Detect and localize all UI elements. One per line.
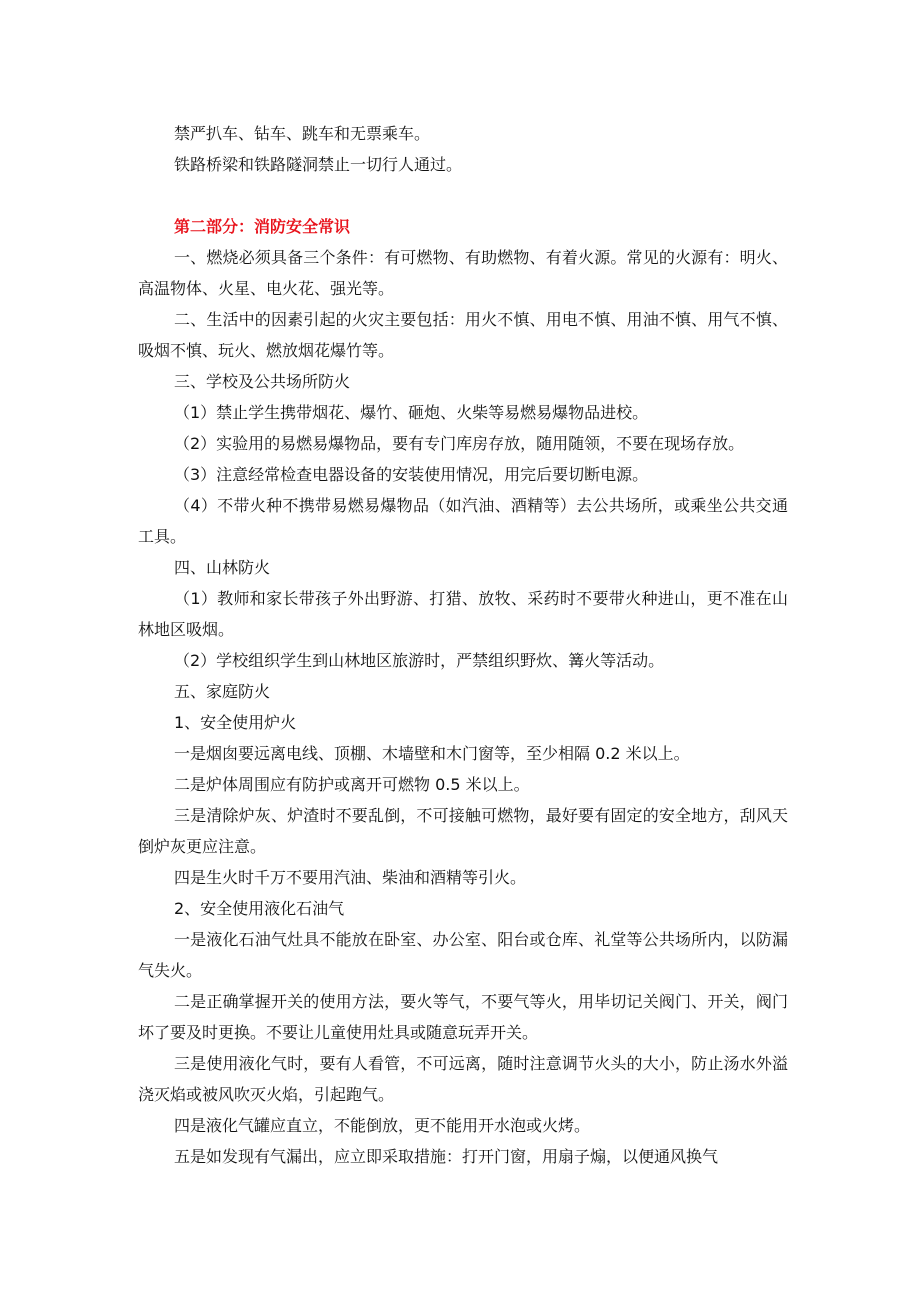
section-heading: 第二部分：消防安全常识 (174, 217, 351, 236)
paragraph: 二是炉体周围应有防护或离开可燃物 0.5 米以上。 (174, 775, 530, 794)
paragraph: 四、山林防火 (174, 558, 271, 577)
paragraph: 五是如发现有气漏出，应立即采取措施：打开门窗，用扇子煽，以便通风换气 (174, 1147, 719, 1166)
paragraph: 二是正确掌握开关的使用方法，要火等气，不要气等火，用毕切记关阀门、开关，阀门坏了要及时更换。不要让儿童使用灶具或随意玩弄开关。 (138, 992, 788, 1042)
document-body (138, 118, 788, 1172)
paragraph: 三、学校及公共场所防火 (174, 372, 351, 391)
paragraph: 四是生火时千万不要用汽油、柴油和酒精等引火。 (174, 868, 527, 887)
paragraph: （1）禁止学生携带烟花、爆竹、砸炮、火柴等易燃易爆物品进校。 (174, 403, 649, 422)
paragraph: 铁路桥梁和铁路隧洞禁止一切行人通过。 (174, 155, 463, 174)
paragraph: 三是使用液化气时，要有人看管，不可远离，随时注意调节火头的大小，防止汤水外溢浇灭焰或被风吹灭火焰，引起跑气。 (138, 1054, 788, 1104)
paragraph: 禁严扒车、钻车、跳车和无票乘车。 (174, 124, 431, 143)
paragraph: 一、燃烧必须具备三个条件：有可燃物、有助燃物、有着火源。常见的火源有：明火、高温物体、火星、电火花、强光等。 (138, 248, 788, 298)
paragraph: 1、安全使用炉火 (174, 713, 297, 732)
paragraph: （2）学校组织学生到山林地区旅游时，严禁组织野炊、篝火等活动。 (174, 651, 665, 670)
paragraph: 二、生活中的因素引起的火灾主要包括：用火不慎、用电不慎、用油不慎、用气不慎、吸烟不慎、玩火、燃放烟花爆竹等。 (138, 310, 788, 360)
paragraph: （1）教师和家长带孩子外出野游、打猎、放牧、采药时不要带火种进山，更不准在山林地区吸烟。 (138, 589, 788, 639)
paragraph: 三是清除炉灰、炉渣时不要乱倒，不可接触可燃物，最好要有固定的安全地方，刮风天倒炉灰更应注意。 (138, 806, 788, 856)
paragraph: （4）不带火种不携带易燃易爆物品（如汽油、酒精等）去公共场所，或乘坐公共交通工具。 (138, 496, 788, 546)
paragraph: 四是液化气罐应直立，不能倒放，更不能用开水泡或火烤。 (174, 1116, 591, 1135)
paragraph: （2）实验用的易燃易爆物品，要有专门库房存放，随用随领，不要在现场存放。 (174, 434, 745, 453)
paragraph: 五、家庭防火 (174, 682, 271, 701)
paragraph: 一是液化石油气灶具不能放在卧室、办公室、阳台或仓库、礼堂等公共场所内，以防漏气失火。 (138, 930, 788, 980)
paragraph: （3）注意经常检查电器设备的安装使用情况，用完后要切断电源。 (174, 465, 649, 484)
paragraph: 一是烟囱要远离电线、顶棚、木墙壁和木门窗等，至少相隔 0.2 米以上。 (174, 744, 690, 763)
paragraph: 2、安全使用液化石油气 (174, 899, 345, 918)
